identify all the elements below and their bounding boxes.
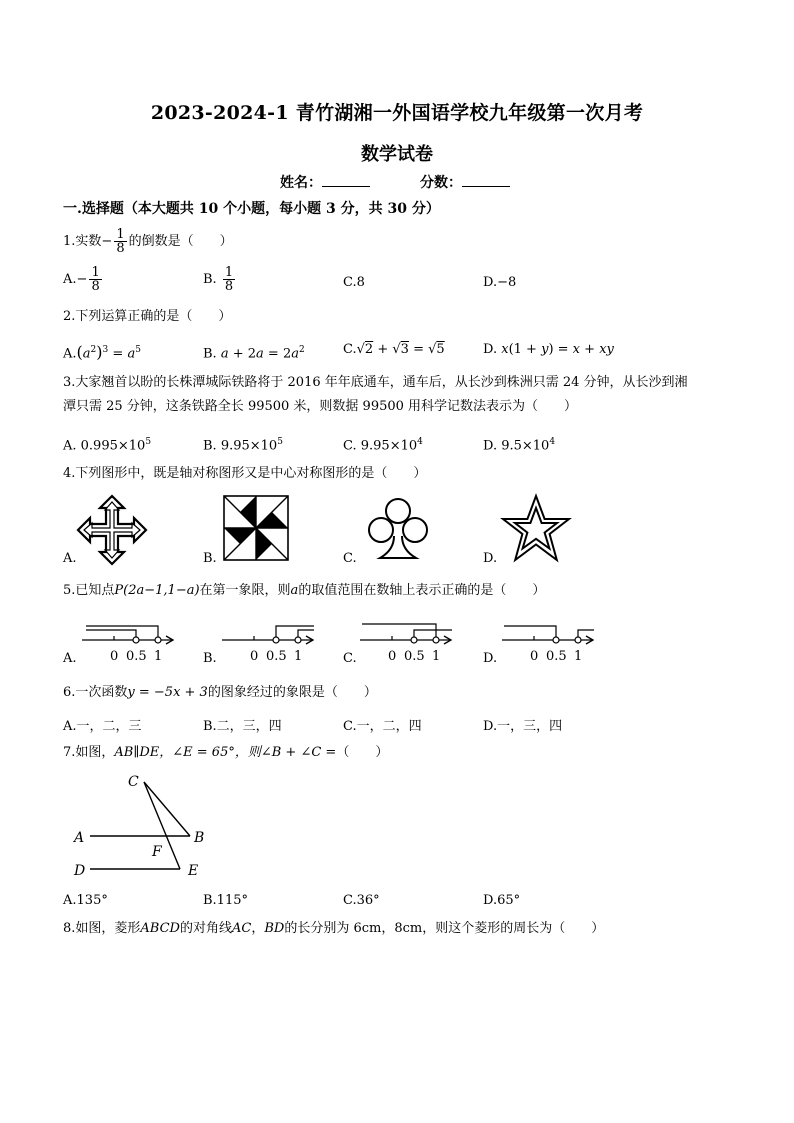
q5a-tick0: 0 [110,649,119,664]
q1-frac-num: 1 [116,227,125,242]
q8-shape: ABCD [140,921,180,936]
q3-d-exp: 4 [549,437,556,447]
q6-prefix: 6.一次函数 [63,685,128,700]
q3-d-text: D. 9.5×10 [483,438,550,454]
q1-b-fraction [223,266,235,293]
q7-option-b[interactable]: B.115° [203,893,248,908]
q6-suffix: 的图象经过的象限是（ ） [207,685,377,700]
q7-option-a[interactable]: A.135° [63,893,108,908]
q2-option-b[interactable]: B. $a + 2a = 2a^2$ [203,345,305,362]
q5c-tick1: 1 [432,649,441,664]
question-5 [63,580,545,602]
q4-club-figure[interactable] [364,496,432,562]
q3-b-exp: 5 [277,437,283,447]
q5-option-b[interactable]: B. [203,651,217,666]
question-2: 2.下列运算正确的是（ ） [63,309,232,324]
q3-option-b[interactable] [203,432,283,456]
q8-mid: 的对角线 [179,921,232,936]
q7-prefix: 7.如图， [63,745,115,760]
q3-line1: 3.大家翘首以盼的长株潭城际铁路将于 2016 年年底通车，通车后，从长沙到株洲只需 24 分钟，从长沙到湘 [63,375,688,390]
q6-expr: y = −5x + 3 [127,685,208,700]
q5-suffix2: 的取值范围在数轴上表示正确的是（ ） [298,583,546,598]
q3-c-text: C. 9.95×10 [343,438,418,454]
question-3 [63,372,743,418]
question-4: 4.下列图形中，既是轴对称图形又是中心对称图形的是（ ） [63,466,427,481]
q6-option-b[interactable]: B.二，三，四 [203,719,282,734]
q5a-tick05: 0.5 [126,649,147,664]
q3-line2: 潭只需 25 分钟，这条铁路全长 99500 米，则数据 99500 用科学记数法表示为（ ） [63,399,578,414]
q6-option-d[interactable]: D.一，三，四 [483,719,563,734]
q7-option-c[interactable]: C.36° [343,893,380,908]
q3-a-text: A. 0.995×10 [63,438,146,454]
q3-option-c[interactable] [343,432,423,456]
q8-suffix: 的长分别为 6cm，8cm，则这个菱形的周长为（ ） [284,921,605,936]
q1-b-label: B. [203,272,217,287]
score-label: 分数： [420,175,462,191]
q3-option-d[interactable] [483,432,555,456]
q5-numberline-a[interactable] [80,616,180,666]
q2-b-label: B. [203,346,217,362]
q8-ac: AC [231,921,252,936]
q5-prefix: 5.已知点 [63,583,115,598]
q5c-tick05: 0.5 [404,649,425,664]
q2-d-label: D. [483,342,498,357]
q5-option-a[interactable]: A. [63,651,77,666]
question-7 [63,742,388,764]
section-heading: 一.选择题（本大题共 10 个小题，每小题 3 分，共 30 分） [63,201,440,217]
q1-b-num: 1 [224,265,234,280]
q7-label-f: F [152,844,162,860]
score-blank[interactable] [462,172,510,187]
q4-option-c[interactable]: C. [343,551,357,566]
name-blank[interactable] [322,172,370,187]
q7-option-d[interactable]: D.65° [483,893,521,908]
question-6 [63,682,377,704]
q1-suffix: 的倒数是（ ） [128,234,233,249]
q6-option-a[interactable]: A.一，二，三 [63,719,142,734]
q5b-tick05: 0.5 [266,649,287,664]
name-label: 姓名： [280,175,322,191]
q1-prefix: 1.实数 [63,234,102,249]
question-1: 1.实数− $\frac{1}{8}$ 的倒数是（ ） [63,227,233,256]
q1-a-den: 8 [91,279,100,294]
q4-cross-arrow-figure[interactable] [76,494,148,566]
score-field [420,172,510,192]
q2-a-label: A. [63,346,77,362]
q7-label-a: A [74,830,85,846]
q7-label-e: E [188,863,199,879]
q5-option-c[interactable]: C. [343,651,357,666]
q8-bd: BD [264,921,285,936]
q7-label-d: D [74,863,86,879]
q7-expr: AB∥DE，∠E = 65°，则∠B + ∠C = [114,745,337,760]
q1-a-fraction [89,266,101,293]
q5-point: P(2a−1,1−a) [114,583,200,598]
q5a-tick1: 1 [154,649,163,664]
q1-option-d[interactable]: D.−8 [483,275,517,290]
q2-c-label: C. [343,342,357,357]
name-field [280,172,370,192]
q3-c-exp: 4 [417,437,423,447]
q1-option-b[interactable] [203,266,237,293]
q5-numberline-d[interactable] [500,616,600,666]
q5-option-d[interactable]: D. [483,651,498,666]
q8-sep: ， [251,921,265,936]
q7-suffix: （ ） [336,745,389,760]
q5b-tick1: 1 [294,649,303,664]
q5-var: a [290,583,299,598]
q1-b-den: 8 [224,279,234,294]
q3-a-exp: 5 [145,437,152,447]
q5d-tick0: 0 [530,649,539,664]
q5-numberline-b[interactable] [220,616,320,666]
exam-title: 2023-2024-1 青竹湖湘一外国语学校九年级第一次月考 [150,102,644,124]
q4-star-figure[interactable] [500,494,572,564]
q7-label-c: C [128,774,139,790]
q4-option-b[interactable]: B. [203,551,217,566]
q5d-tick05: 0.5 [546,649,567,664]
q5b-tick0: 0 [250,649,259,664]
q1-a-label: A. [63,272,77,287]
q2-option-a[interactable]: $A.(a^2)^3 = a^5$ [63,342,141,362]
q3-option-a[interactable] [63,432,151,456]
q5-numberline-c[interactable] [358,616,458,666]
q1-option-a[interactable]: A.− $\frac{1}{8}$ [63,265,100,294]
q5-suffix: 在第一象限，则 [199,583,291,598]
q4-option-a[interactable]: A. [63,551,77,566]
q2-option-c[interactable]: C.√2 + √3 = √5 [343,342,445,357]
q5d-tick1: 1 [574,649,583,664]
q3-b-text: B. 9.95×10 [203,438,278,454]
q1-a-num: 1 [91,265,100,280]
q1-frac-den: 8 [116,241,125,256]
q2-option-d[interactable]: D. x(1 + y) = x + xy [483,342,614,357]
q7-geometry-figure [70,770,220,882]
q4-option-d[interactable]: D. [483,551,498,566]
q8-prefix: 8.如图，菱形 [63,921,141,936]
exam-subtitle: 数学试卷 [361,144,433,165]
q1-fraction [114,228,126,255]
q5c-tick0: 0 [388,649,397,664]
q6-option-c[interactable]: C.一，二，四 [343,719,422,734]
q7-label-b: B [194,830,205,846]
q1-option-c[interactable]: C.8 [343,275,365,290]
question-8 [63,918,604,940]
q4-pinwheel-figure[interactable] [222,494,290,562]
